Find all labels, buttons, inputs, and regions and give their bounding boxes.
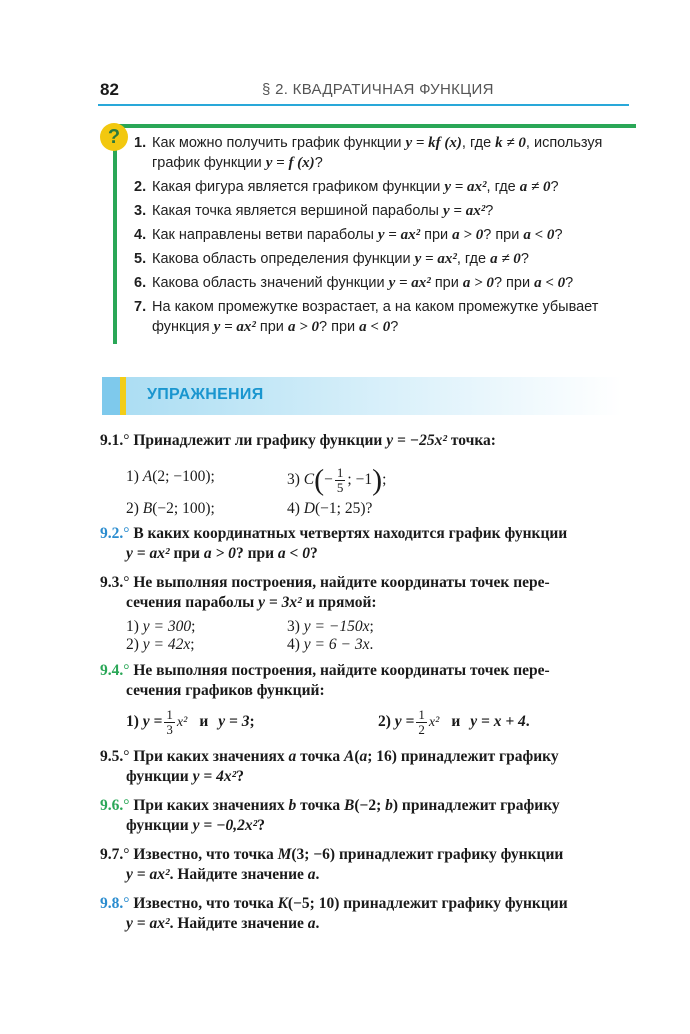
- question-7-cont: функция y = ax² при a > 0? при a < 0?: [152, 319, 399, 335]
- question-4: 4. Как направлены ветви параболы y = ax² при a > 0? при a < 0?: [134, 227, 563, 243]
- exercise-9-3-cont: сечения параболы y = 3x² и прямой:: [126, 594, 377, 611]
- exercise-9-8: 9.8.° Известно, что точка K(−5; 10) принадлежит графику функции: [100, 895, 568, 912]
- exercise-9-4-cont: сечения графиков функций:: [126, 682, 325, 699]
- question-7: 7. На каком промежутке возрастает, а на каком промежутке убывает: [134, 299, 599, 315]
- question-6: 6. Какова область значений функции y = ax² при a > 0? при a < 0?: [134, 275, 574, 291]
- exercise-9-1-option-4: 4) D(−1; 25)?: [287, 500, 373, 517]
- exercises-title: УПРАЖНЕНИЯ: [147, 386, 264, 403]
- header-rule: [98, 104, 629, 106]
- exercise-9-3-option-3: 3) y = −150x;: [287, 618, 374, 635]
- exercise-9-3-option-4: 4) y = 6 − 3x.: [287, 636, 374, 653]
- exercise-9-4-option-1: 1) y = $\frac{1}{3}$ x² и y = 3;: [126, 707, 255, 737]
- question-1-cont: график функции y = f (x)?: [152, 155, 323, 171]
- exercise-9-2: 9.2.° В каких координатных четвертях находится график функции: [100, 525, 568, 542]
- exercise-9-1-option-1: 1) A(2; −100);: [126, 468, 215, 485]
- exercise-9-2-cont: y = ax² при a > 0? при a < 0?: [126, 545, 318, 562]
- exercise-9-5: 9.5.° При каких значениях a точка A(a; 16) принадлежит графику: [100, 748, 559, 765]
- exercise-9-1-option-3: 3) C(− $\frac{1}{5}$ ; −1);: [287, 463, 387, 497]
- exercise-9-1-option-2: 2) B(−2; 100);: [126, 500, 215, 517]
- question-1: 1. Как можно получить график функции y = kf (x), где k ≠ 0, используя: [134, 135, 603, 151]
- exercise-9-3: 9.3.° Не выполняя построения, найдите координаты точек пере-: [100, 574, 550, 591]
- question-2: 2. Какая фигура является графиком функции y = ax², где a ≠ 0?: [134, 179, 559, 195]
- exercise-9-5-cont: функции y = 4x²?: [126, 768, 244, 785]
- exercise-9-3-option-2: 2) y = 42x;: [126, 636, 195, 653]
- page-number: 82: [100, 80, 119, 99]
- question-5: 5. Какова область определения функции y = ax², где a ≠ 0?: [134, 251, 529, 267]
- exercise-9-4: 9.4.° Не выполняя построения, найдите координаты точек пере-: [100, 662, 550, 679]
- exercise-9-1: 9.1.° Принадлежит ли графику функции y = −25x² точка:: [100, 432, 496, 449]
- exercise-9-7: 9.7.° Известно, что точка M(3; −6) принадлежит графику функции: [100, 846, 564, 863]
- exercise-9-8-cont: y = ax². Найдите значение a.: [126, 915, 320, 932]
- exercise-9-4-option-2: 2) y = $\frac{1}{2}$ x² и y = x + 4.: [378, 707, 530, 737]
- question-icon: ?: [100, 123, 128, 151]
- exercise-9-7-cont: y = ax². Найдите значение a.: [126, 866, 320, 883]
- exercise-9-6-cont: функции y = −0,2x²?: [126, 817, 266, 834]
- chapter-title: § 2. КВАДРАТИЧНАЯ ФУНКЦИЯ: [262, 81, 494, 98]
- exercises-banner-stripe: [120, 377, 126, 415]
- question-3: 3. Какая точка является вершиной параболы y = ax²?: [134, 203, 494, 219]
- exercise-9-3-option-1: 1) y = 300;: [126, 618, 196, 635]
- exercise-9-6: 9.6.° При каких значениях b точка B(−2; b) принадлежит графику: [100, 797, 560, 814]
